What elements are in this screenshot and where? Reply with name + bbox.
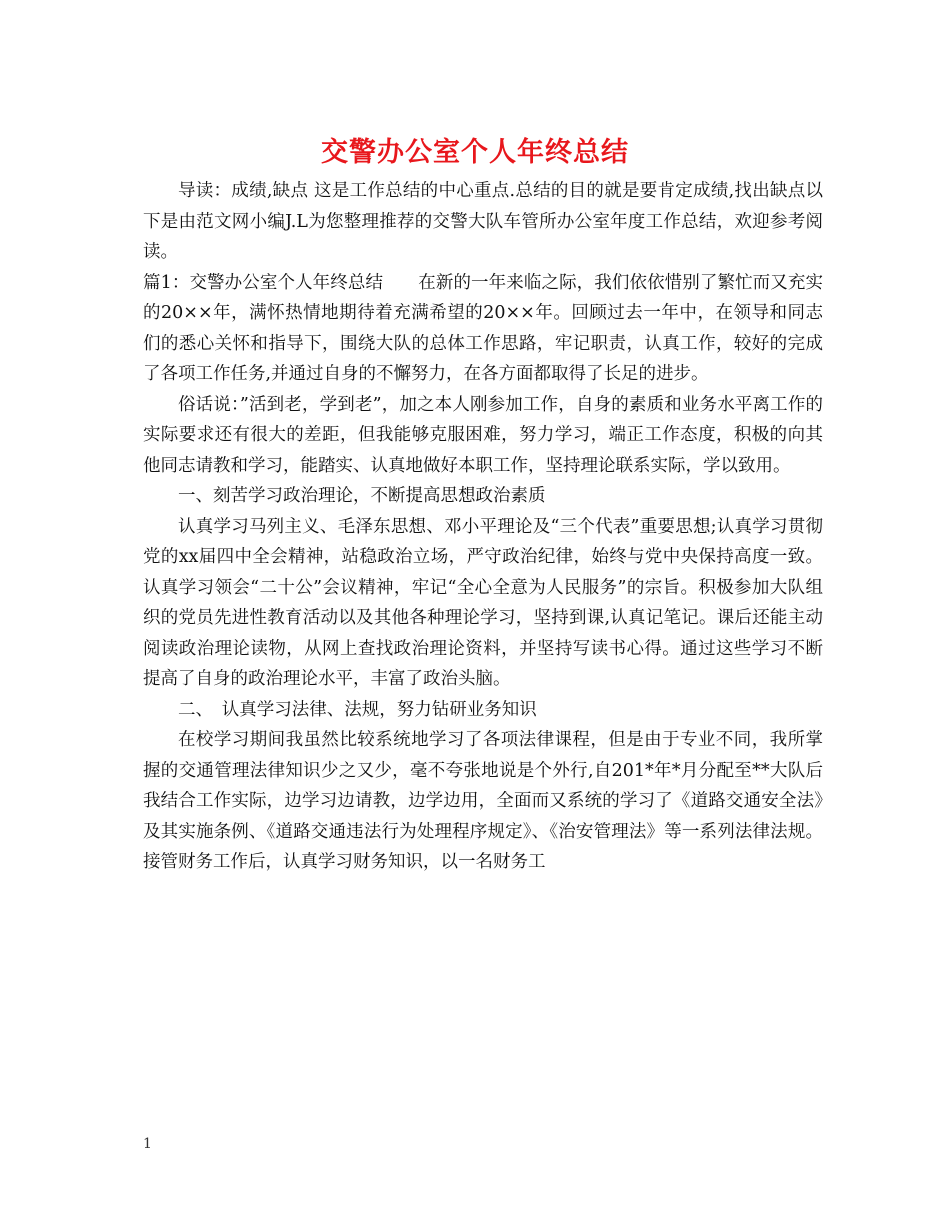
heading-law: 二、 认真学习法律、法规，努力钻研业务知识 xyxy=(178,699,537,720)
document-body xyxy=(143,176,823,878)
heading-politics: 一、刻苦学习政治理论，不断提高思想政治素质 xyxy=(178,486,546,506)
document-title: 交警办公室个人年终总结 xyxy=(321,137,629,168)
page-number: 1 xyxy=(143,1136,152,1152)
paragraph-law: 在校学习期间我虽然比较系统地学习了各项法律课程，但是由于专业不同，我所掌握的交通管理法律知识少之又少，毫不夸张地说是个外行,自201*年*月分配至**大队后我结合工作实际，边学习边请教，边学边用，全面而又系统的学习了《道路交通安全法》及其实施条例、《道路交通违法行为处理程序规定》、《治安管理法》等一系列法律法规。接管财务工作后，认真学习财务知识，以一名财务工 xyxy=(143,730,823,872)
paragraph-politics: 认真学习马列主义、毛泽东思想、邓小平理论及“三个代表”重要思想;认真学习贯彻党的xx届四中全会精神，站稳政治立场，严守政治纪律，始终与党中央保持高度一致。认真学习领会“二十公”会议精神，牢记“全心全意为人民服务”的宗旨。积极参加大队组织的党员先进性教育活动以及其他各种理论学习，坚持到课,认真记笔记。课后还能主动阅读政治理论读物，从网上查找政治理论资料，并坚持写读书心得。通过这些学习不断提高了自身的政治理论水平，丰富了政治头脑。 xyxy=(143,516,823,689)
paragraph-section-1: 篇1：交警办公室个人年终总结 在新的一年来临之际，我们依依惜别了繁忙而又充实的20××年，满怀热情地期待着充满希望的20××年。回顾过去一年中，在领导和同志们的悉心关怀和指导下，围绕大队的总体工作思路，牢记职责，认真工作，较好的完成了各项工作任务,并通过自身的不懈努力，在各方面都取得了长足的进步。 xyxy=(143,272,823,384)
paragraph-intro: 导读：成绩,缺点 这是工作总结的中心重点.总结的目的就是要肯定成绩,找出缺点以下是由范文网小编J.L为您整理推荐的交警大队车管所办公室年度工作总结，欢迎参考阅读。 xyxy=(143,181,823,262)
paragraph-saying: 俗话说：”活到老，学到老”，加之本人刚参加工作，自身的素质和业务水平离工作的实际要求还有很大的差距，但我能够克服困难，努力学习，端正工作态度，积极的向其他同志请教和学习，能踏实、认真地做好本职工作，坚持理论联系实际，学以致用。 xyxy=(143,394,823,476)
